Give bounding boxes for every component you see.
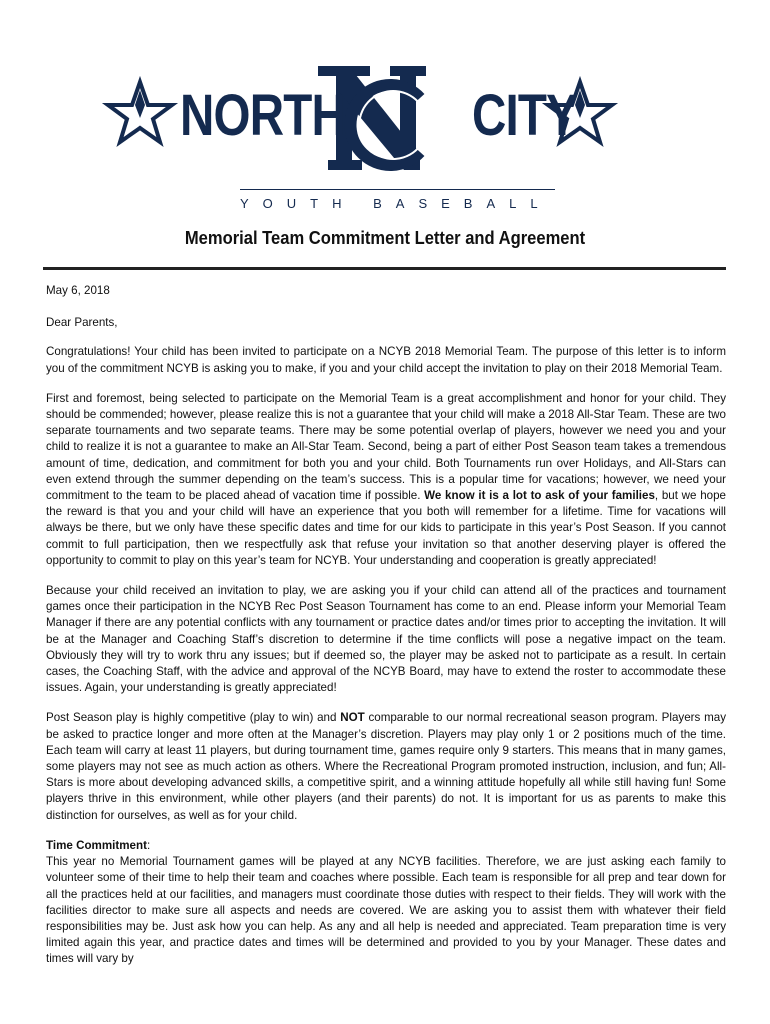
letter-body: [46, 283, 726, 982]
paragraph-post-season-text-b: comparable to our normal recreational season program. Players may be asked to practice longer and more often at the Manager’s discretion. Players may play only 1 or 2 positions much of the time. Each team will carry at least 11 players, but during tournament time, games require only 9 starters. This means that in many games, some players may not see as much action as others. Where the Recreational Program promoted instruction, inclusion, and fun; All-Stars is more about developing advanced skills, a competitive spirit, and a winning attitude hopefully all while still having fun! Some players thrive in this environment, while other players (and their parents) do not. It is important for us as parents to make this distinction for ourselves, as well as for your child.: [46, 711, 726, 822]
tagline-rule: [240, 189, 555, 190]
logo-word-north: NORTH: [180, 83, 345, 148]
paragraph-commitment-text-a: First and foremost, being selected to participate on the Memorial Team is a great accomplishment and honor for your child. They should be commended; however, please realize this is not a guarantee that your child will make a 2018 All-Star Team. These are two separate tournaments and two separate teams. There may be some potential overlap of players, however we need you and your child to realize it is not a guarantee to make an All-Star Team. Second, being a part of either Post Season team takes a tremendous amount of time, dedication, and commitment for both you and your child. Both Tournaments run over Holidays, and All-Stars can even extend through the summer depending on the team’s success. This is a popular time for vacations; however, we need your commitment to the team to be placed ahead of vacation time if possible.: [46, 391, 726, 503]
section-heading-time-commitment: [46, 838, 726, 854]
paragraph-post-season-text-a: Post Season play is highly competitive (play to win) and: [46, 711, 341, 725]
paragraph-congratulations: Congratulations! Your child has been invited to participate on a NCYB 2018 Memorial Team. The purpose of this letter is to inform you of the commitment NCYB is asking you to make, if you and your child accept the invitation to play on their 2018 Memorial Team.: [46, 345, 726, 375]
document-title: Memorial Team Commitment Letter and Agreement: [184, 228, 586, 248]
logo-tagline: YOUTH BASEBALL: [240, 196, 552, 211]
paragraph-commitment-bold: We know it is a lot to ask of your families: [424, 489, 655, 503]
logo-tagline-row: [240, 196, 552, 211]
paragraph-commitment-text-b: , but we hope the reward is that you and your child will have an experience that you both will remember for a lifetime. Time for vacations will always be there, but we only have these specific dates and time for our kids to participate in this year’s Post Season. If you cannot commit to full participation, then we respectfully ask that refuse your invitation so that another deserving player is offered the opportunity to commit to play on this year’s team for NCYB. Your understanding and cooperation is greatly appreciated!: [46, 489, 726, 567]
letter-date: May 6, 2018: [46, 284, 110, 297]
section-heading-text: Time Commitment: [46, 838, 147, 852]
paragraph-post-season: [46, 710, 726, 823]
paragraph-post-season-bold: NOT: [340, 711, 365, 725]
letterhead: [0, 60, 770, 220]
paragraph-commitment: [46, 391, 726, 569]
logo-word-city: CITY: [472, 83, 578, 148]
section-heading-colon: :: [146, 838, 151, 852]
paragraph-time-commitment: This year no Memorial Tournament games will be played at any NCYB facilities. Therefore, we are just asking each family to volunteer some of their time to help their team and coaches where possible. Each team is responsible for all prep and tear down for all the practices held at our facilities, and managers must coordinate those duties with respect to their fields. They will work with the facilities director to make sure all aspects and needs are covered. We are asking you to assist them with whatever their field responsibilities may be. Just ask how you can help. As any and all help is needed and appreciated. Team preparation time is very limited again this year, and practice dates and times will be determined and provided to you by your Manager. These dates and times will vary by: [46, 855, 726, 966]
title-divider: [43, 267, 726, 270]
paragraph-attendance: Because your child received an invitation to play, we are asking you if your child can attend all of the practices and tournament games once their participation in the NCYB Rec Post Season Tournament has come to an end. Please inform your Memorial Team Manager if there are any potential conflicts with any tournament or practice dates and/or times prior to accepting the invitation. It will be at the Manager and Coaching Staff’s discretion to determine if the time conflicts will pose a negative impact on the team. Obviously they will try to work thru any issues; but if deemed so, the player may be asked not to participate as a result. In certain cases, the Coaching Staff, with the advice and approval of the NCYB Board, may have to extend the roster to accommodate these issues. Again, your understanding is greatly appreciated!: [46, 584, 726, 695]
star-left-icon: [108, 82, 172, 142]
salutation: Dear Parents,: [46, 316, 118, 330]
